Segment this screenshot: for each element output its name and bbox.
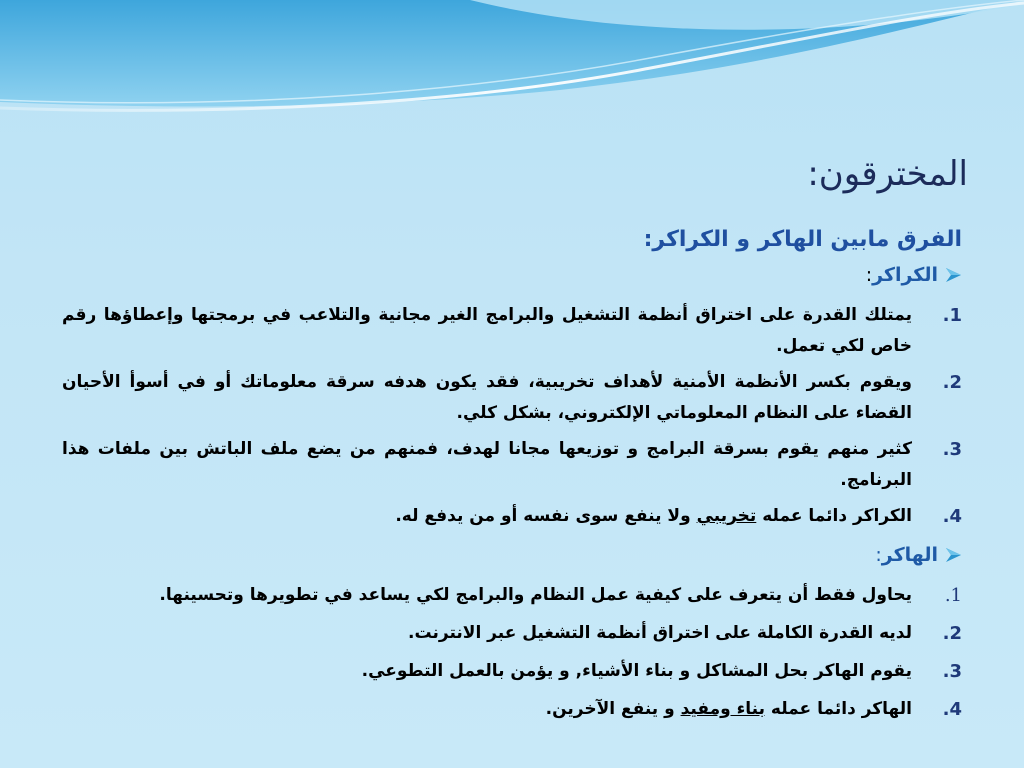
item-text-before: الكراكر دائما عمله — [756, 506, 912, 526]
hacker-label-group — [875, 540, 938, 570]
slide-subtitle: الفرق مابين الهاكر و الكراكر: — [643, 227, 962, 252]
list-item — [62, 367, 962, 429]
item-text: لديه القدرة الكاملة على اختراق أنظمة التشغيل عبر الانترنت. — [408, 623, 912, 643]
item-text-before: الهاكر دائما عمله — [764, 699, 912, 719]
cracker-label-group — [866, 260, 938, 290]
item-number: 4. — [942, 699, 962, 720]
item-text — [62, 694, 912, 725]
arrow-bullet-icon — [938, 260, 962, 290]
item-text-underlined: بناء ومفيد — [680, 699, 765, 719]
item-text: كثير منهم يقوم بسرقة البرامج و توزيعها مجانا لهدف، فمنهم من يضع ملف الباتش بين ملفات هذا البرنامج. — [62, 439, 912, 490]
arrow-bullet-icon-shape — [945, 547, 962, 563]
list-item — [62, 300, 962, 362]
hacker-colon: : — [875, 544, 882, 566]
item-text: يمتلك القدرة على اختراق أنظمة التشغيل والبرامج الغير مجانية والتلاعب في برمجتها وإعطاؤها رقم خاص لكي تعمل. — [62, 305, 912, 356]
item-text: ويقوم بكسر الأنظمة الأمنية لأهداف تخريبية، فقد يكون هدفه سرقة معلوماتك أو في أسوأ الأحيان القضاء على النظام المعلوماتي الإلكتروني، بشكل كلي. — [62, 372, 912, 423]
cracker-header — [62, 260, 962, 290]
arrow-bullet-icon-shape — [945, 267, 962, 283]
list-item — [62, 434, 962, 496]
list-item — [62, 694, 962, 725]
item-text-after: و ينفع الآخرين. — [545, 699, 681, 719]
hacker-section — [62, 540, 962, 725]
item-number: 1. — [944, 585, 962, 606]
cracker-list — [62, 300, 962, 532]
list-item — [62, 656, 962, 687]
hacker-list — [62, 580, 962, 725]
cracker-label: الكراكر — [872, 264, 938, 286]
hacker-label: الهاكر — [881, 544, 938, 566]
slide-title: المخترقون: — [807, 154, 968, 194]
item-text-after: ولا ينفع سوى نفسه أو من يدفع له. — [395, 506, 697, 526]
list-item — [62, 501, 962, 532]
item-text: يحاول فقط أن يتعرف على كيفية عمل النظام والبرامج لكي يساعد في تطويرها وتحسينها. — [159, 585, 912, 605]
background-wave — [0, 0, 1024, 140]
item-text-underlined: تخريبي — [696, 506, 757, 526]
list-item — [62, 618, 962, 649]
item-number: 3. — [942, 439, 962, 460]
item-number: 2. — [942, 372, 962, 393]
item-number: 3. — [942, 661, 962, 682]
list-item — [62, 580, 962, 611]
slide-content — [62, 222, 962, 732]
item-text: يقوم الهاكر بحل المشاكل و بناء الأشياء, و يؤمن بالعمل التطوعي. — [361, 661, 912, 681]
hacker-header — [62, 540, 962, 570]
arrow-bullet-icon — [938, 540, 962, 570]
item-number: 4. — [942, 506, 962, 527]
cracker-section — [62, 260, 962, 532]
item-number: 2. — [942, 623, 962, 644]
cracker-colon: : — [865, 264, 873, 286]
item-text — [62, 501, 912, 532]
item-number: 1. — [942, 305, 962, 326]
